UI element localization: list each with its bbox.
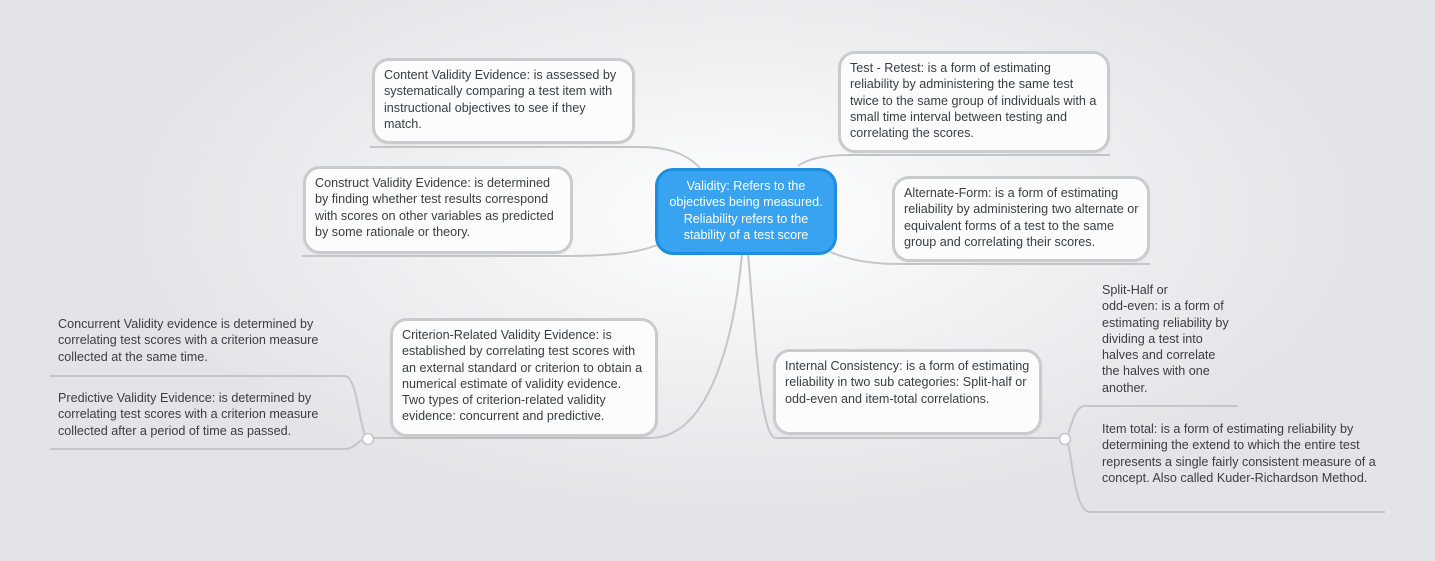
collapse-handle-internal	[1060, 434, 1071, 445]
topic-test-retest[interactable]	[838, 51, 1110, 153]
connector-test-retest	[798, 155, 1110, 166]
central-topic-text: Validity: Refers to the objectives being measured. Reliability refers to the stability of a test score	[669, 179, 823, 242]
topic-criterion-related-text: Criterion-Related Validity Evidence: is established by correlating test scores with an external standard or criterion to obtain a numerical estimate of validity evidence. Two types of criterion-related validity evidence: concurrent and predictive.	[402, 328, 643, 424]
topic-content-validity[interactable]	[372, 58, 635, 144]
topic-construct-validity-text: Construct Validity Evidence: is determined by finding whether test results correspond with scores on other variables as predicted by some rationale or theory.	[315, 176, 554, 239]
subtopic-concurrent-text: Concurrent Validity evidence is determined by correlating test scores with a criterion measure collected at the same time.	[58, 317, 319, 364]
connector-content-validity	[370, 147, 700, 168]
topic-internal-consistency-text: Internal Consistency: is a form of estimating reliability in two sub categories: Split-half or odd-even and item-total correlations.	[785, 359, 1030, 406]
central-topic-validity[interactable]	[655, 168, 837, 255]
subtopic-item-total-text: Item total: is a form of estimating reliability by determining the extend to which the entire test represents a single fairly consistent measure of a concept. Also called Kuder-Richardson Method.	[1102, 422, 1376, 485]
subtopic-concurrent-validity[interactable]	[58, 316, 343, 365]
topic-criterion-related-validity[interactable]	[390, 318, 658, 437]
subtopic-item-total[interactable]	[1102, 421, 1382, 486]
subtopic-split-half[interactable]	[1102, 282, 1234, 396]
subtopic-split-half-text: odd-even: is a form of estimating reliability by dividing a test into halves and correlate the halves with one another.	[1102, 299, 1229, 395]
collapse-handle-criterion	[363, 434, 374, 445]
topic-construct-validity[interactable]	[303, 166, 573, 254]
subtopic-predictive-validity[interactable]	[58, 390, 343, 439]
subtopic-predictive-text: Predictive Validity Evidence: is determined by correlating test scores with a criterion measure collected after a period of time as passed.	[58, 391, 319, 438]
topic-alternate-form-text: Alternate-Form: is a form of estimating reliability by administering two alternate or equivalent forms of a test to the same group and correlating their scores.	[904, 186, 1139, 249]
topic-content-validity-text: Content Validity Evidence: is assessed by systematically comparing a test item with instructional objectives to see if they match.	[384, 68, 617, 131]
connector-predictive	[50, 438, 368, 449]
topic-alternate-form[interactable]	[892, 176, 1150, 262]
subtopic-split-half-line1: Split-Half or	[1102, 283, 1168, 297]
topic-test-retest-text: Test - Retest: is a form of estimating reliability by administering the same test twice to the same group of individuals with a small time interval between testing and correlating the scores.	[850, 61, 1097, 141]
topic-internal-consistency[interactable]	[773, 349, 1042, 435]
